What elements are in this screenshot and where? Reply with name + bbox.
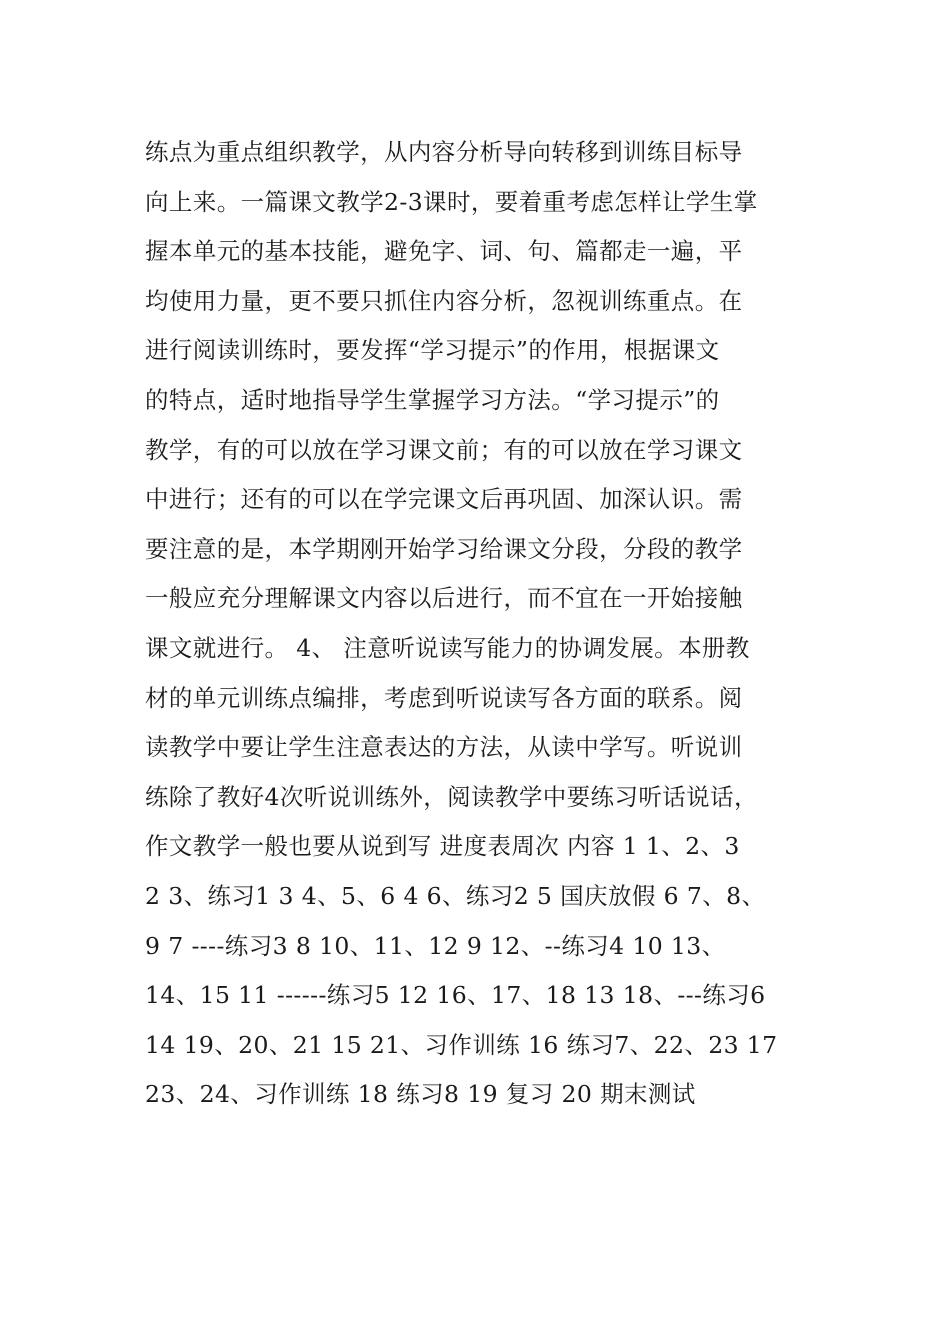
text-line-8: 中进行；还有的可以在学完课文后再巩固、加深认识。需 — [145, 485, 743, 514]
text-line-3: 握本单元的基本技能，避免字、词、句、篇都走一遍，平 — [145, 237, 743, 266]
text-line-16: 2 3、练习1 3 4、5、6 4 6、练习2 5 国庆放假 6 7、8、 — [145, 881, 766, 910]
text-line-19: 14 19、20、21 15 21、习作训练 16 练习7、22、23 17 — [145, 1030, 778, 1059]
text-line-13: 读教学中要让学生注意表达的方法，从读中学写。听说训 — [145, 733, 743, 762]
text-line-4: 均使用力量，更不要只抓住内容分析，忽视训练重点。在 — [145, 286, 743, 315]
text-line-20: 23、24、习作训练 18 练习8 19 复习 20 期末测试 — [145, 1080, 696, 1109]
body-text — [145, 128, 810, 1120]
text-line-15: 作文教学一般也要从说到写 进度表周次 内容 1 1、2、3 — [145, 832, 740, 861]
text-line-12: 材的单元训练点编排，考虑到听说读写各方面的联系。阅 — [145, 683, 743, 712]
text-line-18: 14、15 11 ------练习5 12 16、17、18 13 18、---练习6 — [145, 981, 766, 1010]
text-line-5: 进行阅读训练时，要发挥“学习提示”的作用，根据课文 — [145, 336, 720, 365]
text-line-9: 要注意的是，本学期刚开始学习给课文分段，分段的教学 — [145, 534, 743, 563]
text-line-17: 9 7 ----练习3 8 10、11、12 9 12、--练习4 10 13、 — [145, 931, 726, 960]
text-line-1: 练点为重点组织教学，从内容分析导向转移到训练目标导 — [145, 138, 743, 166]
text-line-7: 教学，有的可以放在学习课文前；有的可以放在学习课文 — [145, 435, 743, 464]
text-line-11: 课文就进行。 4、 注意听说读写能力的协调发展。本册教 — [145, 633, 750, 662]
text-line-6: 的特点，适时地指导学生掌握学习方法。“学习提示”的 — [145, 385, 720, 414]
text-line-14: 练除了教好4次听说训练外，阅读教学中要练习听话说话， — [145, 782, 758, 811]
text-line-2: 向上来。一篇课文教学2-3课时，要着重考虑怎样让学生掌 — [145, 187, 758, 216]
text-line-10: 一般应充分理解课文内容以后进行，而不宜在一开始接触 — [145, 584, 743, 613]
